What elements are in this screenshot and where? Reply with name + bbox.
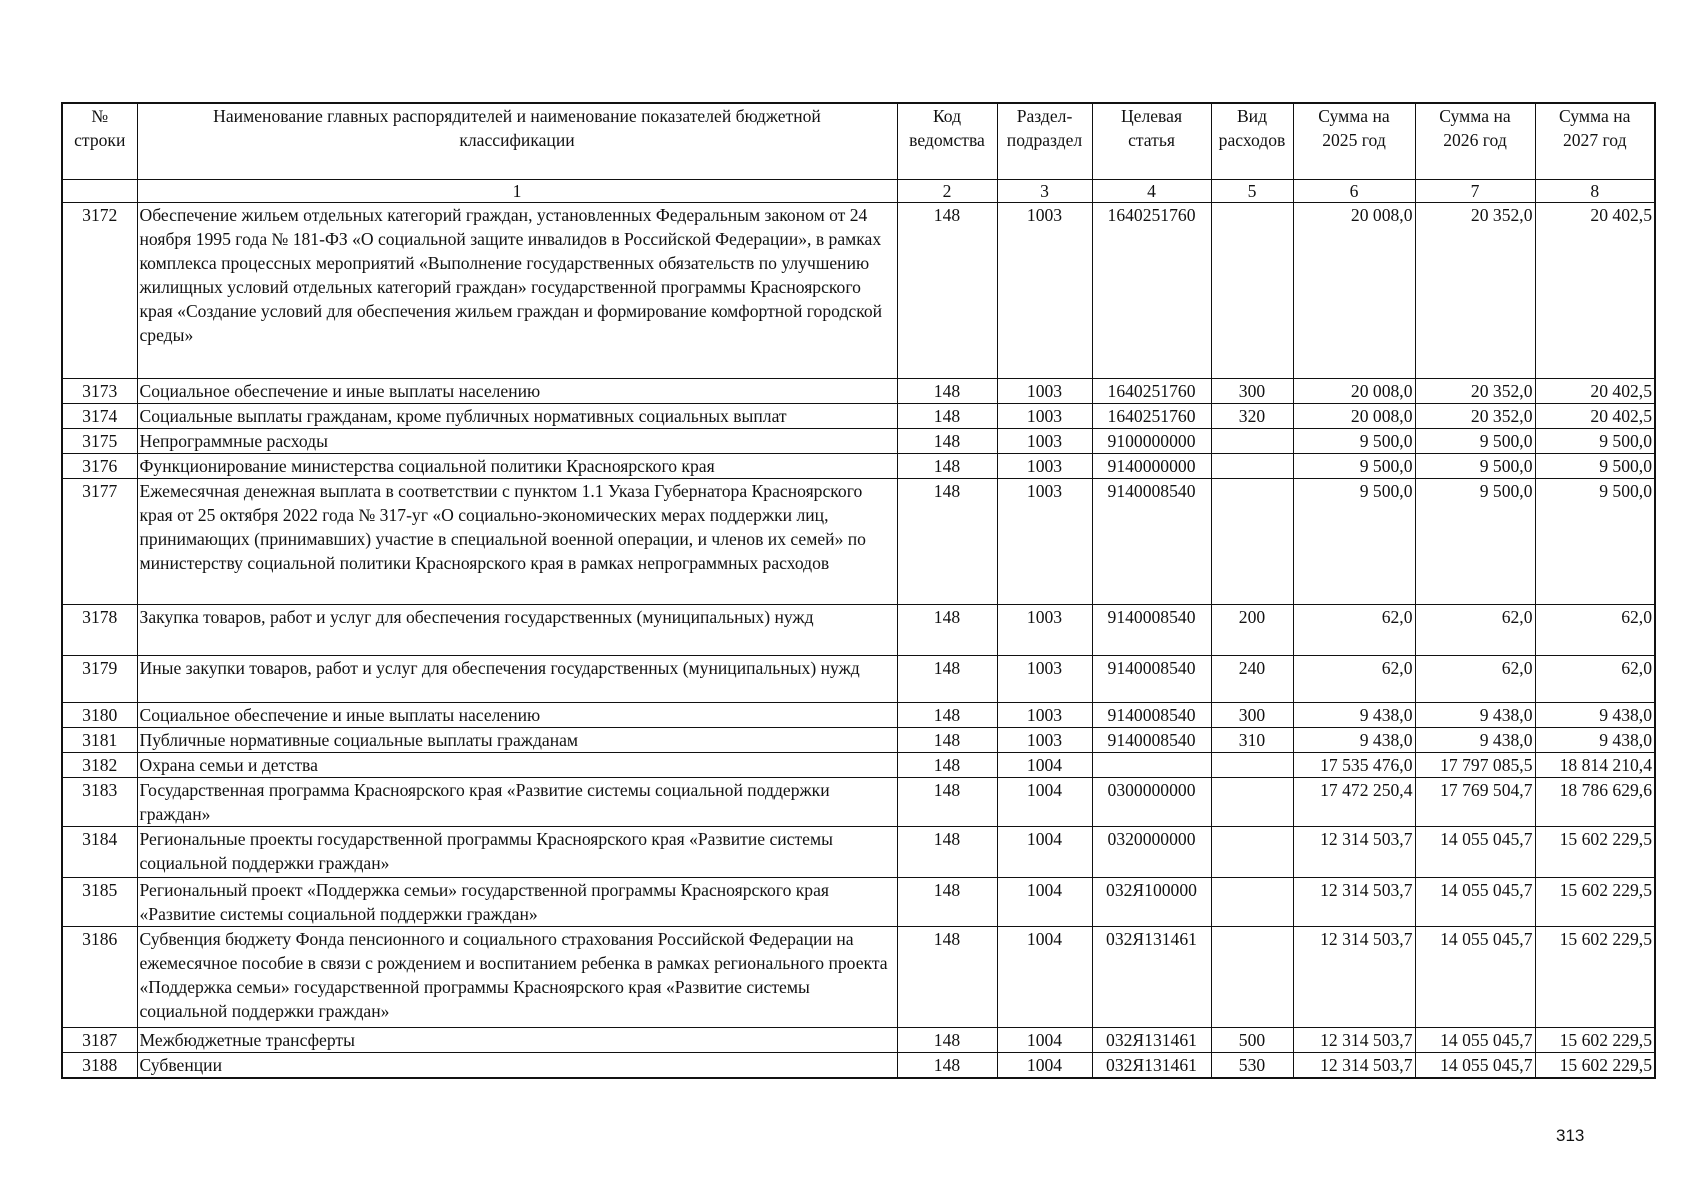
amount-2025-cell: 9 438,0 bbox=[1293, 728, 1415, 753]
amount-2026-cell: 14 055 045,7 bbox=[1415, 878, 1535, 927]
dept-code-cell: 148 bbox=[897, 827, 997, 878]
target-article-cell bbox=[1092, 753, 1211, 778]
table-row bbox=[62, 753, 1655, 778]
dept-code-cell: 148 bbox=[897, 429, 997, 454]
amount-2026-cell: 9 438,0 bbox=[1415, 703, 1535, 728]
expense-type-cell: 200 bbox=[1211, 605, 1293, 656]
amount-2027-cell: 20 402,5 bbox=[1535, 379, 1655, 404]
row-name-cell: Социальные выплаты гражданам, кроме публичных нормативных социальных выплат bbox=[137, 404, 897, 429]
section-code-cell: 1004 bbox=[997, 827, 1092, 878]
column-number-row bbox=[62, 180, 1655, 203]
header-cell: Вид расходов bbox=[1211, 103, 1293, 180]
expense-type-cell: 240 bbox=[1211, 656, 1293, 703]
amount-2027-cell: 9 438,0 bbox=[1535, 703, 1655, 728]
target-article-cell: 9140008540 bbox=[1092, 605, 1211, 656]
section-code-cell: 1004 bbox=[997, 778, 1092, 827]
header-cell: Наименование главных распорядителей и наименование показателей бюджетной классификации bbox=[137, 103, 897, 180]
table-row bbox=[62, 454, 1655, 479]
target-article-cell: 0300000000 bbox=[1092, 778, 1211, 827]
expense-type-cell: 300 bbox=[1211, 379, 1293, 404]
section-code-cell: 1004 bbox=[997, 1028, 1092, 1053]
row-number-cell: 3181 bbox=[62, 728, 137, 753]
column-number-cell: 4 bbox=[1092, 180, 1211, 203]
expense-type-cell: 320 bbox=[1211, 404, 1293, 429]
amount-2026-cell: 17 797 085,5 bbox=[1415, 753, 1535, 778]
row-number-cell: 3172 bbox=[62, 203, 137, 379]
amount-2026-cell: 9 500,0 bbox=[1415, 479, 1535, 605]
section-code-cell: 1003 bbox=[997, 429, 1092, 454]
section-code-cell: 1003 bbox=[997, 703, 1092, 728]
row-name-cell: Ежемесячная денежная выплата в соответствии с пунктом 1.1 Указа Губернатора Красноярского края от 25 октября 2022 года № 317-уг «О социально-экономических мерах поддержки лиц, принимающих (принимавших) участие в специальной военной операции, и членов их семей» по министерству социальной политики Красноярского края в рамках непрограммных расходов bbox=[137, 479, 897, 605]
target-article-cell: 0320000000 bbox=[1092, 827, 1211, 878]
dept-code-cell: 148 bbox=[897, 479, 997, 605]
amount-2026-cell: 20 352,0 bbox=[1415, 379, 1535, 404]
section-code-cell: 1003 bbox=[997, 479, 1092, 605]
amount-2026-cell: 17 769 504,7 bbox=[1415, 778, 1535, 827]
expense-type-cell bbox=[1211, 927, 1293, 1028]
section-code-cell: 1004 bbox=[997, 927, 1092, 1028]
dept-code-cell: 148 bbox=[897, 203, 997, 379]
amount-2027-cell: 9 438,0 bbox=[1535, 728, 1655, 753]
row-number-cell: 3174 bbox=[62, 404, 137, 429]
row-number-cell: 3180 bbox=[62, 703, 137, 728]
row-number-cell: 3185 bbox=[62, 878, 137, 927]
expense-type-cell bbox=[1211, 203, 1293, 379]
target-article-cell: 9140000000 bbox=[1092, 454, 1211, 479]
amount-2025-cell: 9 500,0 bbox=[1293, 454, 1415, 479]
row-number-cell: 3188 bbox=[62, 1053, 137, 1079]
target-article-cell: 9140008540 bbox=[1092, 656, 1211, 703]
dept-code-cell: 148 bbox=[897, 753, 997, 778]
target-article-cell: 9100000000 bbox=[1092, 429, 1211, 454]
target-article-cell: 9140008540 bbox=[1092, 728, 1211, 753]
header-cell: Целевая статья bbox=[1092, 103, 1211, 180]
section-code-cell: 1003 bbox=[997, 605, 1092, 656]
amount-2025-cell: 12 314 503,7 bbox=[1293, 927, 1415, 1028]
amount-2027-cell: 15 602 229,5 bbox=[1535, 927, 1655, 1028]
target-article-cell: 1640251760 bbox=[1092, 379, 1211, 404]
section-code-cell: 1003 bbox=[997, 203, 1092, 379]
dept-code-cell: 148 bbox=[897, 927, 997, 1028]
column-number-cell: 8 bbox=[1535, 180, 1655, 203]
dept-code-cell: 148 bbox=[897, 656, 997, 703]
dept-code-cell: 148 bbox=[897, 454, 997, 479]
target-article-cell: 9140008540 bbox=[1092, 479, 1211, 605]
header-row bbox=[62, 103, 1655, 180]
dept-code-cell: 148 bbox=[897, 703, 997, 728]
amount-2026-cell: 9 500,0 bbox=[1415, 429, 1535, 454]
page-number: 313 bbox=[1556, 1126, 1585, 1145]
target-article-cell: 9140008540 bbox=[1092, 703, 1211, 728]
table-row bbox=[62, 429, 1655, 454]
amount-2027-cell: 62,0 bbox=[1535, 605, 1655, 656]
row-number-cell: 3187 bbox=[62, 1028, 137, 1053]
section-code-cell: 1003 bbox=[997, 379, 1092, 404]
amount-2025-cell: 20 008,0 bbox=[1293, 379, 1415, 404]
amount-2025-cell: 12 314 503,7 bbox=[1293, 1028, 1415, 1053]
table-row bbox=[62, 479, 1655, 605]
amount-2025-cell: 9 500,0 bbox=[1293, 429, 1415, 454]
amount-2026-cell: 14 055 045,7 bbox=[1415, 1028, 1535, 1053]
expense-type-cell bbox=[1211, 429, 1293, 454]
row-name-cell: Социальное обеспечение и иные выплаты населению bbox=[137, 703, 897, 728]
expense-type-cell bbox=[1211, 778, 1293, 827]
amount-2026-cell: 9 500,0 bbox=[1415, 454, 1535, 479]
row-name-cell: Закупка товаров, работ и услуг для обеспечения государственных (муниципальных) нужд bbox=[137, 605, 897, 656]
column-number-cell: 1 bbox=[137, 180, 897, 203]
dept-code-cell: 148 bbox=[897, 728, 997, 753]
amount-2025-cell: 9 438,0 bbox=[1293, 703, 1415, 728]
dept-code-cell: 148 bbox=[897, 404, 997, 429]
table-row bbox=[62, 927, 1655, 1028]
amount-2027-cell: 62,0 bbox=[1535, 656, 1655, 703]
table-row bbox=[62, 605, 1655, 656]
header-cell: Сумма на 2026 год bbox=[1415, 103, 1535, 180]
row-name-cell: Социальное обеспечение и иные выплаты населению bbox=[137, 379, 897, 404]
dept-code-cell: 148 bbox=[897, 1028, 997, 1053]
amount-2025-cell: 20 008,0 bbox=[1293, 404, 1415, 429]
amount-2026-cell: 14 055 045,7 bbox=[1415, 827, 1535, 878]
section-code-cell: 1004 bbox=[997, 1053, 1092, 1079]
target-article-cell: 032Я100000 bbox=[1092, 878, 1211, 927]
header-cell: Раздел-подраздел bbox=[997, 103, 1092, 180]
column-number-cell: 5 bbox=[1211, 180, 1293, 203]
header-cell: Код ведомства bbox=[897, 103, 997, 180]
amount-2026-cell: 20 352,0 bbox=[1415, 203, 1535, 379]
column-number-cell: 2 bbox=[897, 180, 997, 203]
table-row bbox=[62, 703, 1655, 728]
target-article-cell: 1640251760 bbox=[1092, 404, 1211, 429]
row-name-cell: Публичные нормативные социальные выплаты гражданам bbox=[137, 728, 897, 753]
dept-code-cell: 148 bbox=[897, 878, 997, 927]
row-name-cell: Функционирование министерства социальной политики Красноярского края bbox=[137, 454, 897, 479]
row-number-cell: 3176 bbox=[62, 454, 137, 479]
expense-type-cell bbox=[1211, 878, 1293, 927]
header-cell: № строки bbox=[62, 103, 137, 180]
section-code-cell: 1003 bbox=[997, 404, 1092, 429]
table-row bbox=[62, 379, 1655, 404]
row-number-cell: 3175 bbox=[62, 429, 137, 454]
row-number-cell: 3173 bbox=[62, 379, 137, 404]
amount-2025-cell: 17 472 250,4 bbox=[1293, 778, 1415, 827]
expense-type-cell: 300 bbox=[1211, 703, 1293, 728]
row-name-cell: Иные закупки товаров, работ и услуг для обеспечения государственных (муниципальных) нужд bbox=[137, 656, 897, 703]
expense-type-cell: 500 bbox=[1211, 1028, 1293, 1053]
amount-2027-cell: 15 602 229,5 bbox=[1535, 878, 1655, 927]
expense-type-cell bbox=[1211, 479, 1293, 605]
amount-2025-cell: 9 500,0 bbox=[1293, 479, 1415, 605]
expense-type-cell bbox=[1211, 454, 1293, 479]
table-row bbox=[62, 827, 1655, 878]
row-number-cell: 3177 bbox=[62, 479, 137, 605]
budget-table bbox=[61, 102, 1656, 1079]
amount-2027-cell: 9 500,0 bbox=[1535, 454, 1655, 479]
column-number-cell: 3 bbox=[997, 180, 1092, 203]
row-name-cell: Охрана семьи и детства bbox=[137, 753, 897, 778]
table-row bbox=[62, 1053, 1655, 1079]
amount-2025-cell: 12 314 503,7 bbox=[1293, 827, 1415, 878]
row-name-cell: Субвенция бюджету Фонда пенсионного и социального страхования Российской Федерации на ежемесячное пособие в связи с рождением и воспитанием ребенка в рамках регионального проекта «Поддержка семьи» государственной программы Красноярского края «Развитие системы социальной поддержки граждан» bbox=[137, 927, 897, 1028]
amount-2026-cell: 62,0 bbox=[1415, 656, 1535, 703]
section-code-cell: 1003 bbox=[997, 454, 1092, 479]
table-row bbox=[62, 1028, 1655, 1053]
row-name-cell: Межбюджетные трансферты bbox=[137, 1028, 897, 1053]
amount-2026-cell: 14 055 045,7 bbox=[1415, 1053, 1535, 1079]
amount-2025-cell: 12 314 503,7 bbox=[1293, 1053, 1415, 1079]
dept-code-cell: 148 bbox=[897, 605, 997, 656]
target-article-cell: 1640251760 bbox=[1092, 203, 1211, 379]
row-name-cell: Обеспечение жильем отдельных категорий граждан, установленных Федеральным законом от 24 ноября 1995 года № 181-ФЗ «О социальной защите инвалидов в Российской Федерации», в рамках комплекса процессных мероприятий «Выполнение государственных обязательств по улучшению жилищных условий отдельных категорий граждан» государственной программы Красноярского края «Создание условий для обеспечения жильем граждан и формирование комфортной городской среды» bbox=[137, 203, 897, 379]
amount-2026-cell: 62,0 bbox=[1415, 605, 1535, 656]
row-number-cell: 3183 bbox=[62, 778, 137, 827]
target-article-cell: 032Я131461 bbox=[1092, 1053, 1211, 1079]
amount-2025-cell: 17 535 476,0 bbox=[1293, 753, 1415, 778]
amount-2026-cell: 14 055 045,7 bbox=[1415, 927, 1535, 1028]
amount-2025-cell: 12 314 503,7 bbox=[1293, 878, 1415, 927]
row-number-cell: 3179 bbox=[62, 656, 137, 703]
dept-code-cell: 148 bbox=[897, 1053, 997, 1079]
section-code-cell: 1003 bbox=[997, 728, 1092, 753]
target-article-cell: 032Я131461 bbox=[1092, 927, 1211, 1028]
table-row bbox=[62, 404, 1655, 429]
amount-2025-cell: 62,0 bbox=[1293, 605, 1415, 656]
header-cell: Сумма на 2027 год bbox=[1535, 103, 1655, 180]
amount-2027-cell: 20 402,5 bbox=[1535, 203, 1655, 379]
expense-type-cell bbox=[1211, 753, 1293, 778]
header-cell: Сумма на 2025 год bbox=[1293, 103, 1415, 180]
row-number-cell: 3184 bbox=[62, 827, 137, 878]
section-code-cell: 1003 bbox=[997, 656, 1092, 703]
amount-2026-cell: 20 352,0 bbox=[1415, 404, 1535, 429]
table-row bbox=[62, 656, 1655, 703]
section-code-cell: 1004 bbox=[997, 878, 1092, 927]
amount-2027-cell: 15 602 229,5 bbox=[1535, 1028, 1655, 1053]
amount-2027-cell: 15 602 229,5 bbox=[1535, 827, 1655, 878]
amount-2027-cell: 9 500,0 bbox=[1535, 479, 1655, 605]
amount-2027-cell: 18 814 210,4 bbox=[1535, 753, 1655, 778]
amount-2027-cell: 18 786 629,6 bbox=[1535, 778, 1655, 827]
column-number-cell bbox=[62, 180, 137, 203]
column-number-cell: 6 bbox=[1293, 180, 1415, 203]
row-name-cell: Региональные проекты государственной программы Красноярского края «Развитие системы социальной поддержки граждан» bbox=[137, 827, 897, 878]
expense-type-cell bbox=[1211, 827, 1293, 878]
table-row bbox=[62, 203, 1655, 379]
row-number-cell: 3186 bbox=[62, 927, 137, 1028]
amount-2025-cell: 62,0 bbox=[1293, 656, 1415, 703]
table-body bbox=[62, 203, 1655, 1079]
row-number-cell: 3182 bbox=[62, 753, 137, 778]
row-name-cell: Государственная программа Красноярского края «Развитие системы социальной поддержки граждан» bbox=[137, 778, 897, 827]
dept-code-cell: 148 bbox=[897, 379, 997, 404]
column-number-cell: 7 bbox=[1415, 180, 1535, 203]
amount-2027-cell: 15 602 229,5 bbox=[1535, 1053, 1655, 1079]
expense-type-cell: 530 bbox=[1211, 1053, 1293, 1079]
amount-2027-cell: 9 500,0 bbox=[1535, 429, 1655, 454]
table-row bbox=[62, 878, 1655, 927]
row-name-cell: Непрограммные расходы bbox=[137, 429, 897, 454]
row-name-cell: Региональный проект «Поддержка семьи» государственной программы Красноярского края «Развитие системы социальной поддержки граждан» bbox=[137, 878, 897, 927]
table-row bbox=[62, 778, 1655, 827]
table-row bbox=[62, 728, 1655, 753]
row-name-cell: Субвенции bbox=[137, 1053, 897, 1079]
target-article-cell: 032Я131461 bbox=[1092, 1028, 1211, 1053]
row-number-cell: 3178 bbox=[62, 605, 137, 656]
amount-2026-cell: 9 438,0 bbox=[1415, 728, 1535, 753]
section-code-cell: 1004 bbox=[997, 753, 1092, 778]
amount-2027-cell: 20 402,5 bbox=[1535, 404, 1655, 429]
dept-code-cell: 148 bbox=[897, 778, 997, 827]
expense-type-cell: 310 bbox=[1211, 728, 1293, 753]
amount-2025-cell: 20 008,0 bbox=[1293, 203, 1415, 379]
